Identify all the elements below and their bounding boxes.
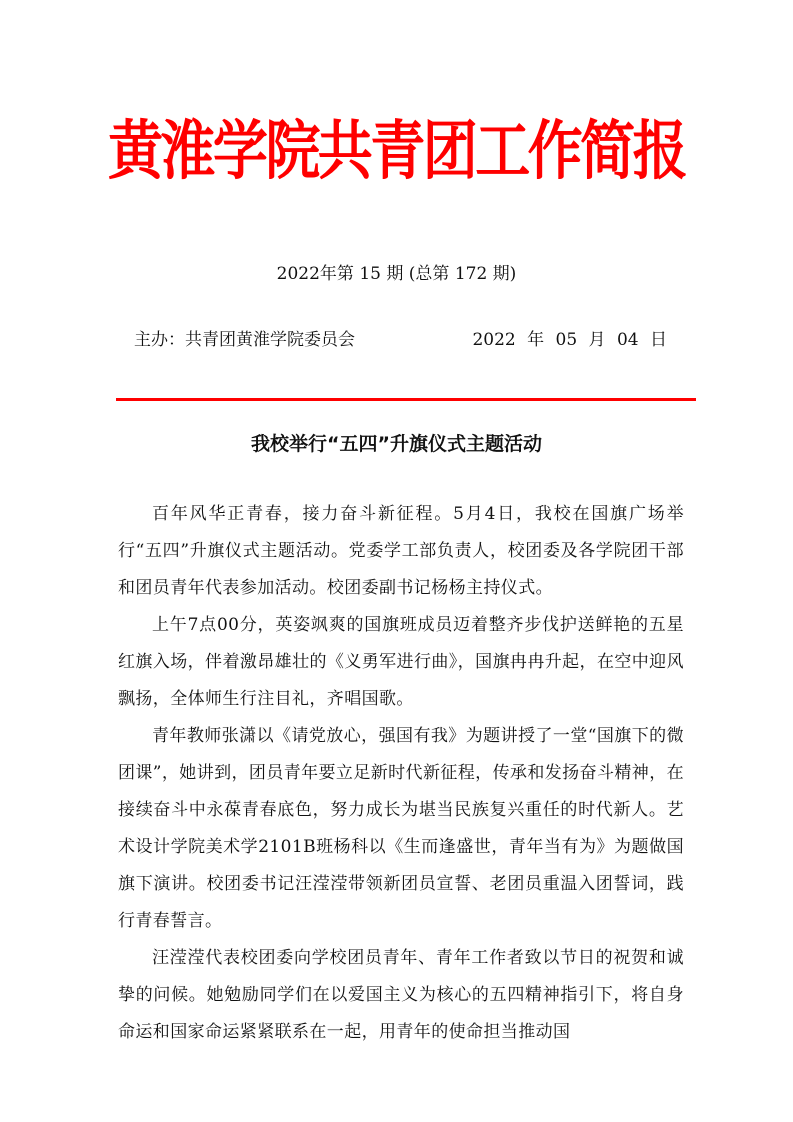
article-headline: 我校举行“五四”升旗仪式主题活动: [251, 433, 542, 455]
red-divider: [116, 398, 696, 401]
article-paragraph: 百年风华正青春，接力奋斗新征程。5月4日，我校在国旗广场举行“五四”升旗仪式主题活动。党委学工部负责人，校团委及各学院团干部和团员青年代表参加活动。校团委副书记杨杨主持仪式。: [118, 504, 684, 598]
article-body: [118, 496, 684, 1051]
article-paragraph: 汪滢滢代表校团委向学校团员青年、青年工作者致以节日的祝贺和诚挚的问候。她勉励同学们在以爱国主义为核心的五四精神指引下，将自身命运和国家命运紧紧联系在一起，用青年的使命担当推动国: [118, 948, 684, 1042]
masthead-title: 黄淮学院共青团工作简报: [107, 115, 686, 189]
issue-date: 2022 年 05 月 04 日: [472, 330, 667, 350]
article-paragraph: 上午7点00分，英姿飒爽的国旗班成员迈着整齐步伐护送鲜艳的五星红旗入场，伴着激昂雄壮的《义勇军进行曲》，国旗冉冉升起，在空中迎风飘扬，全体师生行注目礼，齐唱国歌。: [118, 615, 684, 709]
article-paragraph: 青年教师张潇以《请党放心，强国有我》为题讲授了一堂“国旗下的微团课”，她讲到，团员青年要立足新时代新征程，传承和发扬奋斗精神，在接续奋斗中永葆青春底色，努力成长为堪当民族复兴重任的时代新人。艺术设计学院美术学2101B班杨科以《生而逢盛世，青年当有为》为题做国旗下演讲。校团委书记汪滢滢带领新团员宣誓、老团员重温入团誓词，践行青春誓言。: [118, 726, 684, 931]
sponsor: 主办：共青团黄淮学院委员会: [134, 330, 355, 350]
issue-number: 2022年第 15 期 (总第 172 期): [276, 264, 517, 284]
